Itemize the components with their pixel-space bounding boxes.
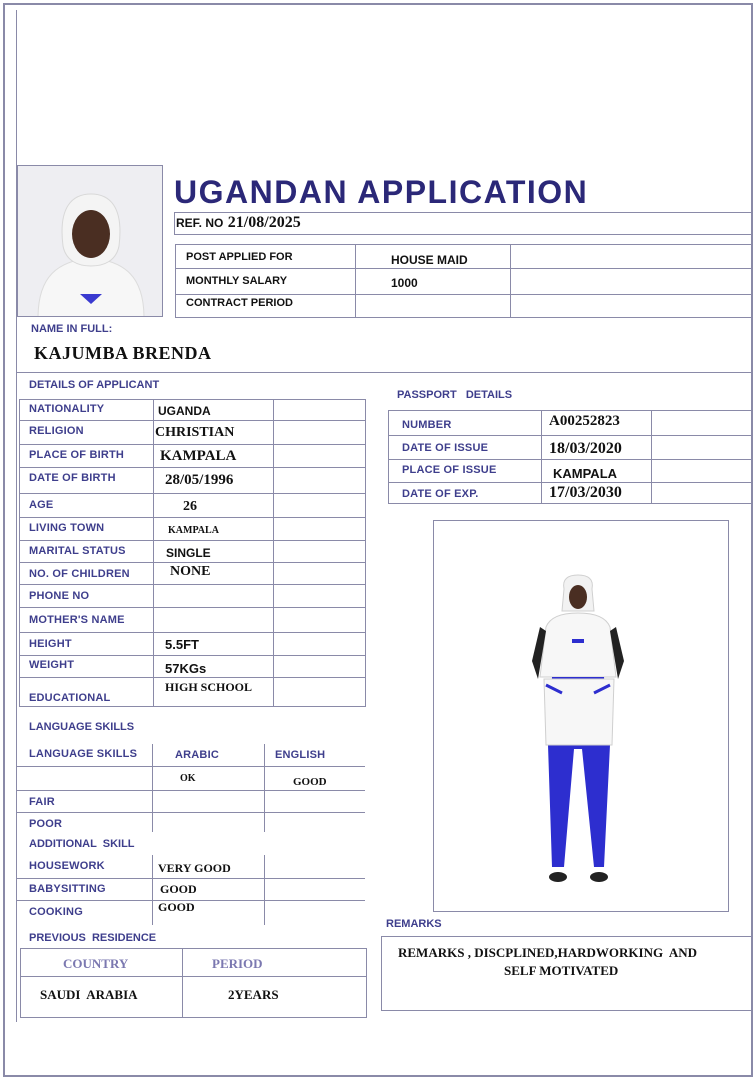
cooking-label: COOKING (29, 906, 83, 918)
contract-label: CONTRACT PERIOD (186, 297, 293, 309)
details-heading: DETAILS OF APPLICANT (29, 379, 160, 391)
full-name: KAJUMBA BRENDA (34, 343, 212, 363)
religion-label: RELIGION (29, 425, 84, 437)
period-value: 2YEARS (228, 987, 279, 1002)
age-value: 26 (183, 499, 197, 514)
post-col-line (355, 244, 356, 318)
language-heading: LANGUAGE SKILLS (29, 721, 135, 733)
passport-number-label: NUMBER (402, 419, 452, 431)
portrait-photo (17, 165, 163, 317)
issue-place-label: PLACE OF ISSUE (402, 464, 497, 476)
language-col-header: LANGUAGE SKILLS (29, 748, 138, 760)
expiry-date-value: 17/03/2030 (549, 484, 622, 501)
post-col-line (510, 244, 511, 318)
post-row-line (175, 294, 752, 295)
passport-row-line (388, 435, 753, 436)
issue-place-value: KAMPALA (553, 466, 618, 481)
details-row-line (19, 584, 366, 585)
place-of-birth-label: PLACE OF BIRTH (29, 449, 125, 461)
skills-col-line (264, 855, 265, 925)
remarks-top-line (381, 936, 753, 937)
name-underline (17, 372, 753, 373)
education-value: HIGH SCHOOL (165, 680, 253, 694)
age-label: AGE (29, 499, 54, 511)
babysitting-label: BABYSITTING (29, 883, 106, 895)
date-of-birth-value: 28/05/1996 (165, 472, 234, 488)
arabic-level: OK (180, 773, 196, 784)
skills-line (17, 878, 365, 879)
issue-date-label: DATE OF ISSUE (402, 442, 489, 454)
period-header: PERIOD (212, 956, 263, 971)
marital-status-label: MARITAL STATUS (29, 545, 126, 557)
post-row-line (175, 268, 752, 269)
living-town-label: LIVING TOWN (29, 522, 105, 534)
previous-heading: PREVIOUS RESIDENCE (29, 932, 157, 944)
details-row-line (19, 517, 366, 518)
weight-label: WEIGHT (29, 659, 75, 671)
passport-row-line (388, 482, 753, 483)
page-title: UGANDAN APPLICATION (174, 174, 589, 210)
country-value: SAUDI ARABIA (40, 987, 138, 1002)
religion-value: CHRISTIAN (155, 425, 235, 440)
mothers-name-label: MOTHER'S NAME (29, 614, 125, 626)
remarks-bottom-line (381, 1010, 753, 1011)
passport-row-line (388, 459, 753, 460)
ref-top-line (174, 212, 752, 213)
details-row-line (19, 493, 366, 494)
place-of-birth-value: KAMPALA (160, 448, 237, 464)
language-line (17, 766, 365, 767)
details-row-line (19, 607, 366, 608)
details-col-line (153, 399, 154, 707)
english-header: ENGLISH (275, 749, 326, 761)
education-label: EDUCATIONAL (29, 692, 111, 704)
nationality-value: UGANDA (158, 404, 211, 418)
remarks-line-2: SELF MOTIVATED (504, 963, 619, 978)
passport-col-line (541, 410, 542, 504)
height-label: HEIGHT (29, 638, 72, 650)
housework-value: VERY GOOD (158, 861, 231, 875)
marital-status-value: SINGLE (166, 546, 211, 560)
country-header: COUNTRY (63, 956, 129, 971)
details-row-line (19, 562, 366, 563)
ref-value: 21/08/2025 (227, 214, 301, 231)
passport-col-line (651, 410, 652, 504)
ref-left-line (174, 212, 175, 234)
language-col-line (152, 744, 153, 832)
english-level: GOOD (293, 776, 327, 788)
poor-label: POOR (29, 818, 63, 830)
ref-number (176, 214, 301, 232)
cooking-value: GOOD (158, 900, 195, 914)
remarks-heading: REMARKS (386, 918, 442, 930)
living-town-value: KAMPALA (168, 525, 219, 536)
babysitting-value: GOOD (160, 882, 197, 896)
details-col-line (273, 399, 274, 707)
ref-bottom-line (174, 234, 752, 235)
remarks-left-line (381, 936, 382, 1011)
ref-label: REF. NO (176, 216, 224, 230)
details-row-line (19, 677, 366, 678)
post-value: HOUSE MAID (391, 253, 468, 267)
fair-label: FAIR (29, 796, 55, 808)
additional-heading: ADDITIONAL SKILL (29, 838, 135, 850)
salary-value: 1000 (391, 276, 418, 290)
residence-col-line (182, 948, 183, 1018)
details-row-line (19, 467, 366, 468)
passport-heading: PASSPORT DETAILS (397, 389, 513, 401)
children-label: NO. OF CHILDREN (29, 568, 130, 580)
language-line (17, 790, 365, 791)
height-value: 5.5FT (165, 637, 199, 652)
date-of-birth-label: DATE OF BIRTH (29, 472, 116, 484)
salary-label: MONTHLY SALARY (186, 275, 288, 287)
residence-row-line (20, 976, 367, 977)
skills-col-line (152, 855, 153, 925)
full-body-photo (433, 520, 729, 912)
passport-number-value: A00252823 (549, 413, 620, 429)
details-row-line (19, 632, 366, 633)
housework-label: HOUSEWORK (29, 860, 105, 872)
arabic-header: ARABIC (175, 749, 219, 761)
children-value: NONE (170, 564, 211, 579)
issue-date-value: 18/03/2020 (549, 440, 622, 457)
left-rule (16, 10, 17, 1022)
details-row-line (19, 540, 366, 541)
nationality-label: NATIONALITY (29, 403, 105, 415)
expiry-date-label: DATE OF EXP. (402, 488, 479, 500)
post-label: POST APPLIED FOR (186, 251, 293, 263)
name-label: NAME IN FULL: (31, 323, 113, 335)
details-row-line (19, 420, 366, 421)
phone-label: PHONE NO (29, 590, 90, 602)
language-col-line (264, 744, 265, 832)
remarks-line-1: REMARKS , DISCPLINED,HARDWORKING AND (398, 945, 698, 960)
details-row-line (19, 655, 366, 656)
language-line (17, 812, 365, 813)
details-row-line (19, 444, 366, 445)
weight-value: 57KGs (165, 661, 207, 676)
